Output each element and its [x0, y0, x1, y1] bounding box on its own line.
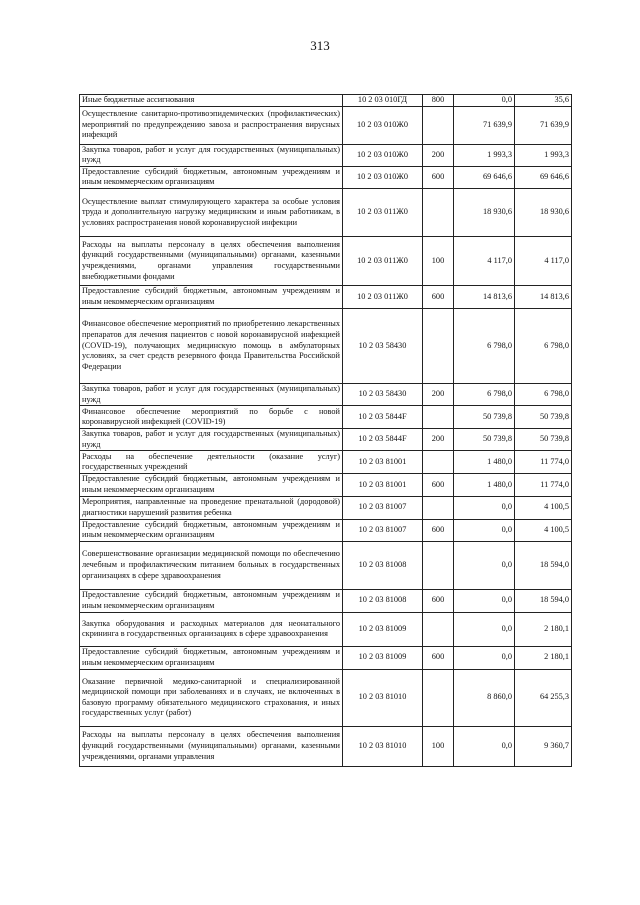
cell-target-code: 10 2 03 81009 [343, 612, 423, 646]
cell-expense-type [423, 106, 454, 144]
cell-target-code: 10 2 03 010Ж0 [343, 144, 423, 166]
cell-amount-2: 11 774,0 [515, 474, 572, 496]
cell-amount-2: 18 930,6 [515, 188, 572, 236]
cell-amount-2: 64 255,3 [515, 669, 572, 726]
cell-amount-2: 1 993,3 [515, 144, 572, 166]
cell-target-code: 10 2 03 011Ж0 [343, 188, 423, 236]
cell-amount-1: 1 480,0 [454, 451, 515, 474]
cell-expense-type [423, 612, 454, 646]
cell-target-code: 10 2 03 010Ж0 [343, 166, 423, 188]
cell-name: Предоставление субсидий бюджетным, автономным учреждениям и иным некоммерческим организациям [80, 589, 343, 612]
budget-table-body [80, 95, 572, 767]
cell-expense-type: 200 [423, 429, 454, 451]
cell-amount-1: 1 480,0 [454, 474, 515, 496]
cell-expense-type [423, 496, 454, 519]
cell-expense-type: 200 [423, 144, 454, 166]
cell-expense-type [423, 451, 454, 474]
cell-amount-1: 4 117,0 [454, 236, 515, 285]
cell-target-code: 10 2 03 81007 [343, 519, 423, 541]
cell-name: Закупка товаров, работ и услуг для государственных (муниципальных) нужд [80, 429, 343, 451]
cell-amount-1: 6 798,0 [454, 308, 515, 383]
cell-name: Расходы на обеспечение деятельности (оказание услуг) государственных учреждений [80, 451, 343, 474]
table-row [80, 95, 572, 107]
table-row [80, 166, 572, 188]
table-row [80, 144, 572, 166]
cell-expense-type: 800 [423, 95, 454, 107]
cell-target-code: 10 2 03 81009 [343, 646, 423, 669]
cell-amount-1: 18 930,6 [454, 188, 515, 236]
cell-amount-2: 18 594,0 [515, 541, 572, 589]
cell-amount-1: 0,0 [454, 646, 515, 669]
cell-name: Совершенствование организации медицинской помощи по обеспечению лечебным и профилактическим питанием больных в государственных организациях в сфере здравоохранения [80, 541, 343, 589]
table-row [80, 308, 572, 383]
cell-amount-1: 6 798,0 [454, 383, 515, 405]
table-row [80, 496, 572, 519]
cell-name: Иные бюджетные ассигнования [80, 95, 343, 107]
cell-target-code: 10 2 03 011Ж0 [343, 236, 423, 285]
cell-amount-1: 50 739,8 [454, 406, 515, 429]
page-number: 313 [310, 38, 330, 53]
cell-target-code: 10 2 03 81007 [343, 496, 423, 519]
table-row [80, 726, 572, 766]
cell-name: Финансовое обеспечение мероприятий по приобретению лекарственных препаратов для лечения пациентов с новой коронавирусной инфекцией (COVID-19), получающих медицинскую помощь в амбулаторных условиях, за счет средств резервного фонда Правительства Российской Федерации [80, 308, 343, 383]
cell-name: Предоставление субсидий бюджетным, автономным учреждениям и иным некоммерческим организациям [80, 474, 343, 496]
cell-target-code: 10 2 03 010ГД [343, 95, 423, 107]
cell-amount-1: 14 813,6 [454, 285, 515, 308]
cell-amount-1: 0,0 [454, 496, 515, 519]
cell-amount-2: 50 739,8 [515, 429, 572, 451]
cell-target-code: 10 2 03 58430 [343, 308, 423, 383]
cell-amount-2: 4 100,5 [515, 496, 572, 519]
cell-amount-2: 2 180,1 [515, 612, 572, 646]
cell-name: Предоставление субсидий бюджетным, автономным учреждениям и иным некоммерческим организациям [80, 519, 343, 541]
cell-amount-2: 6 798,0 [515, 383, 572, 405]
cell-expense-type: 600 [423, 589, 454, 612]
cell-name: Предоставление субсидий бюджетным, автономным учреждениям и иным некоммерческим организациям [80, 285, 343, 308]
cell-amount-1: 0,0 [454, 541, 515, 589]
cell-amount-1: 1 993,3 [454, 144, 515, 166]
cell-expense-type: 600 [423, 166, 454, 188]
table-row [80, 406, 572, 429]
cell-amount-1: 8 860,0 [454, 669, 515, 726]
table-row [80, 429, 572, 451]
cell-expense-type: 600 [423, 474, 454, 496]
table-row [80, 589, 572, 612]
cell-expense-type: 600 [423, 285, 454, 308]
cell-amount-2: 50 739,8 [515, 406, 572, 429]
cell-amount-1: 0,0 [454, 589, 515, 612]
table-row [80, 451, 572, 474]
cell-amount-2: 18 594,0 [515, 589, 572, 612]
table-row [80, 669, 572, 726]
cell-amount-2: 4 117,0 [515, 236, 572, 285]
cell-expense-type [423, 541, 454, 589]
cell-target-code: 10 2 03 5844F [343, 429, 423, 451]
cell-name: Оказание первичной медико-санитарной и специализированной медицинской помощи при заболеваниях и в случаях, не включенных в базовую программу обязательного медицинского страхования, и иных государственных услуг (работ) [80, 669, 343, 726]
cell-amount-1: 69 646,6 [454, 166, 515, 188]
cell-amount-2: 14 813,6 [515, 285, 572, 308]
cell-name: Расходы на выплаты персоналу в целях обеспечения выполнения функций государственными (муниципальными) органами, казенными учреждениями, органами управления государственными внебюджетными фондами [80, 236, 343, 285]
cell-target-code: 10 2 03 81001 [343, 451, 423, 474]
cell-name: Осуществление санитарно-противоэпидемических (профилактических) мероприятий по предупреждению завоза и распространения вирусных инфекций [80, 106, 343, 144]
table-row [80, 519, 572, 541]
cell-expense-type: 600 [423, 519, 454, 541]
cell-amount-1: 50 739,8 [454, 429, 515, 451]
table-row [80, 236, 572, 285]
table-row [80, 474, 572, 496]
table-row [80, 106, 572, 144]
budget-table [79, 94, 572, 767]
cell-target-code: 10 2 03 5844F [343, 406, 423, 429]
cell-amount-2: 2 180,1 [515, 646, 572, 669]
cell-target-code: 10 2 03 81010 [343, 669, 423, 726]
cell-expense-type [423, 669, 454, 726]
cell-name: Предоставление субсидий бюджетным, автономным учреждениям и иным некоммерческим организациям [80, 646, 343, 669]
cell-name: Мероприятия, направленные на проведение пренатальной (дородовой) диагностики нарушений развития ребенка [80, 496, 343, 519]
table-row [80, 612, 572, 646]
cell-name: Расходы на выплаты персоналу в целях обеспечения выполнения функций государственными (муниципальными) органами, казенными учреждениями, органами управления [80, 726, 343, 766]
table-row [80, 646, 572, 669]
cell-expense-type: 100 [423, 236, 454, 285]
cell-amount-2: 6 798,0 [515, 308, 572, 383]
cell-expense-type: 600 [423, 646, 454, 669]
cell-target-code: 10 2 03 81001 [343, 474, 423, 496]
cell-amount-1: 0,0 [454, 519, 515, 541]
cell-amount-2: 71 639,9 [515, 106, 572, 144]
cell-amount-1: 71 639,9 [454, 106, 515, 144]
cell-target-code: 10 2 03 81008 [343, 589, 423, 612]
cell-name: Закупка оборудования и расходных материалов для неонатального скрининга в государственных организациях в сфере здравоохранения [80, 612, 343, 646]
cell-name: Осуществление выплат стимулирующего характера за особые условия труда и дополнительную нагрузку медицинским и иным работникам, в условиях распространения новой коронавирусной инфекции [80, 188, 343, 236]
cell-target-code: 10 2 03 81008 [343, 541, 423, 589]
cell-amount-2: 35,6 [515, 95, 572, 107]
cell-name: Финансовое обеспечение мероприятий по борьбе с новой коронавирусной инфекцией (COVID-19) [80, 406, 343, 429]
cell-target-code: 10 2 03 011Ж0 [343, 285, 423, 308]
cell-expense-type [423, 406, 454, 429]
cell-amount-1: 0,0 [454, 612, 515, 646]
table-row [80, 285, 572, 308]
table-row [80, 541, 572, 589]
cell-expense-type [423, 188, 454, 236]
table-row [80, 188, 572, 236]
cell-target-code: 10 2 03 81010 [343, 726, 423, 766]
cell-target-code: 10 2 03 58430 [343, 383, 423, 405]
cell-amount-1: 0,0 [454, 726, 515, 766]
cell-amount-2: 4 100,5 [515, 519, 572, 541]
cell-expense-type: 200 [423, 383, 454, 405]
cell-name: Закупка товаров, работ и услуг для государственных (муниципальных) нужд [80, 383, 343, 405]
cell-amount-2: 9 360,7 [515, 726, 572, 766]
cell-name: Предоставление субсидий бюджетным, автономным учреждениям и иным некоммерческим организациям [80, 166, 343, 188]
table-row [80, 383, 572, 405]
cell-expense-type [423, 308, 454, 383]
cell-expense-type: 100 [423, 726, 454, 766]
cell-amount-2: 69 646,6 [515, 166, 572, 188]
cell-amount-2: 11 774,0 [515, 451, 572, 474]
cell-target-code: 10 2 03 010Ж0 [343, 106, 423, 144]
cell-amount-1: 0,0 [454, 95, 515, 107]
cell-name: Закупка товаров, работ и услуг для государственных (муниципальных) нужд [80, 144, 343, 166]
